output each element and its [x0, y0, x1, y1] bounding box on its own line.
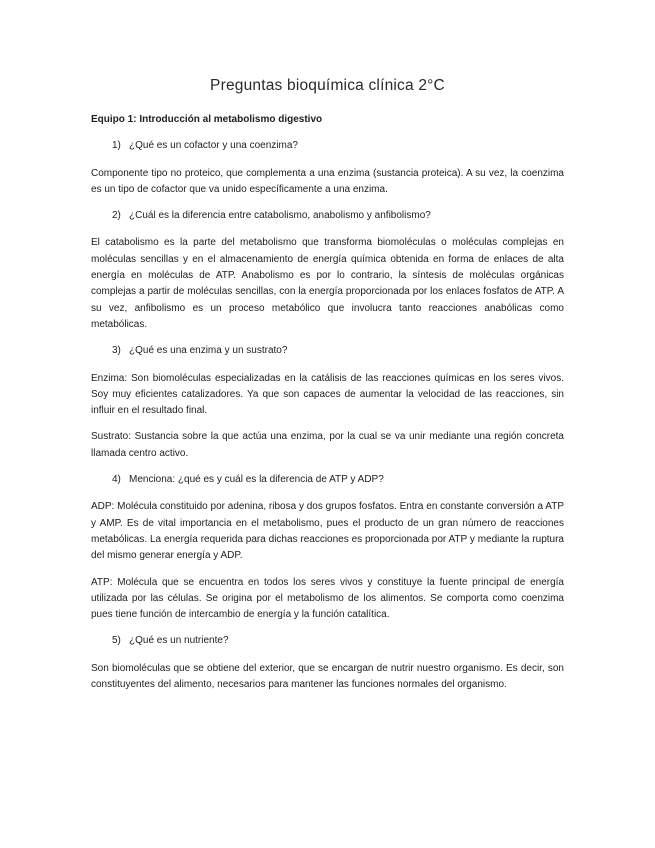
question-number: 3) — [112, 345, 121, 357]
question-number: 5) — [112, 635, 121, 647]
question — [91, 208, 564, 224]
question-text: ¿Qué es un nutriente? — [129, 635, 229, 647]
question-number: 2) — [112, 210, 121, 222]
answer-paragraph: El catabolismo es la parte del metabolismo que transforma biomoléculas o moléculas complejas en moléculas sencillas y en el almacenamiento de energía química obtenida en forma de enlaces de alta energía en moléculas de ATP. Anabolismo es por lo contrario, la síntesis de moléculas orgánicas complejas a partir de moléculas sencillas, con la energía proporcionada por los enlaces fosfatos de ATP. A su vez, anfibolismo es un proceso metabólico que involucra tanto reacciones anabólicas como metabólicas. — [91, 237, 564, 330]
section-1 — [91, 138, 564, 198]
answer-paragraph: ADP: Molécula constituido por adenina, ribosa y dos grupos fosfatos. Entra en constante conversión a ATP y AMP. Es de vital importancia en el metabolismo, pues el producto de un gran número de reacciones metabólicas. La energía requerida para dichas reacciones es proporcionada por ATP y mediante la ruptura del mismo generar energía y ADP. — [91, 501, 564, 562]
section-4 — [91, 472, 564, 623]
document-body — [91, 112, 564, 703]
question — [91, 343, 564, 359]
question-text: Menciona: ¿qué es y cuál es la diferencia de ATP y ADP? — [129, 474, 384, 486]
question — [91, 472, 564, 488]
question-number: 1) — [112, 140, 121, 152]
question-text: ¿Qué es un cofactor y una coenzima? — [129, 140, 298, 152]
answer-paragraph: Sustrato: Sustancia sobre la que actúa una enzima, por la cual se va unir mediante una región concreta llamada centro activo. — [91, 431, 564, 459]
answer-paragraph: Componente tipo no proteico, que complementa a una enzima (sustancia proteica). A su vez, la coenzima es un tipo de cofactor que va unido específicamente a una enzima. — [91, 167, 564, 195]
question — [91, 138, 564, 154]
section-2 — [91, 208, 564, 333]
question-text: ¿Cuál es la diferencia entre catabolismo, anabolismo y anfibolismo? — [129, 210, 431, 222]
question-number: 4) — [112, 474, 121, 486]
team-heading: Equipo 1: Introducción al metabolismo digestivo — [91, 114, 323, 125]
question — [91, 633, 564, 649]
answer-paragraph: ATP: Molécula que se encuentra en todos los seres vivos y constituye la fuente principal de energía utilizada por las células. Se origina por el metabolismo de los alimentos. Se comporta como coenzima pues tiene función de intercambio de energía y la función catalítica. — [91, 576, 564, 621]
question-text: ¿Qué es una enzima y un sustrato? — [129, 345, 288, 357]
page-title: Preguntas bioquímica clínica 2°C — [210, 77, 445, 94]
answer-paragraph: Son biomoléculas que se obtiene del exterior, que se encargan de nutrir nuestro organismo. Es decir, son constituyentes del alimento, necesarios para mantener las funciones normales del organismo. — [91, 662, 564, 691]
section-3 — [91, 343, 564, 462]
section-5 — [91, 633, 564, 693]
answer-paragraph: Enzima: Son biomoléculas especializadas en la catálisis de las reacciones químicas en los seres vivos. Soy muy eficientes catalizadores. Ya que son capaces de aumentar la velocidad de las reacciones, sin influir en el resultado final. — [91, 372, 564, 417]
